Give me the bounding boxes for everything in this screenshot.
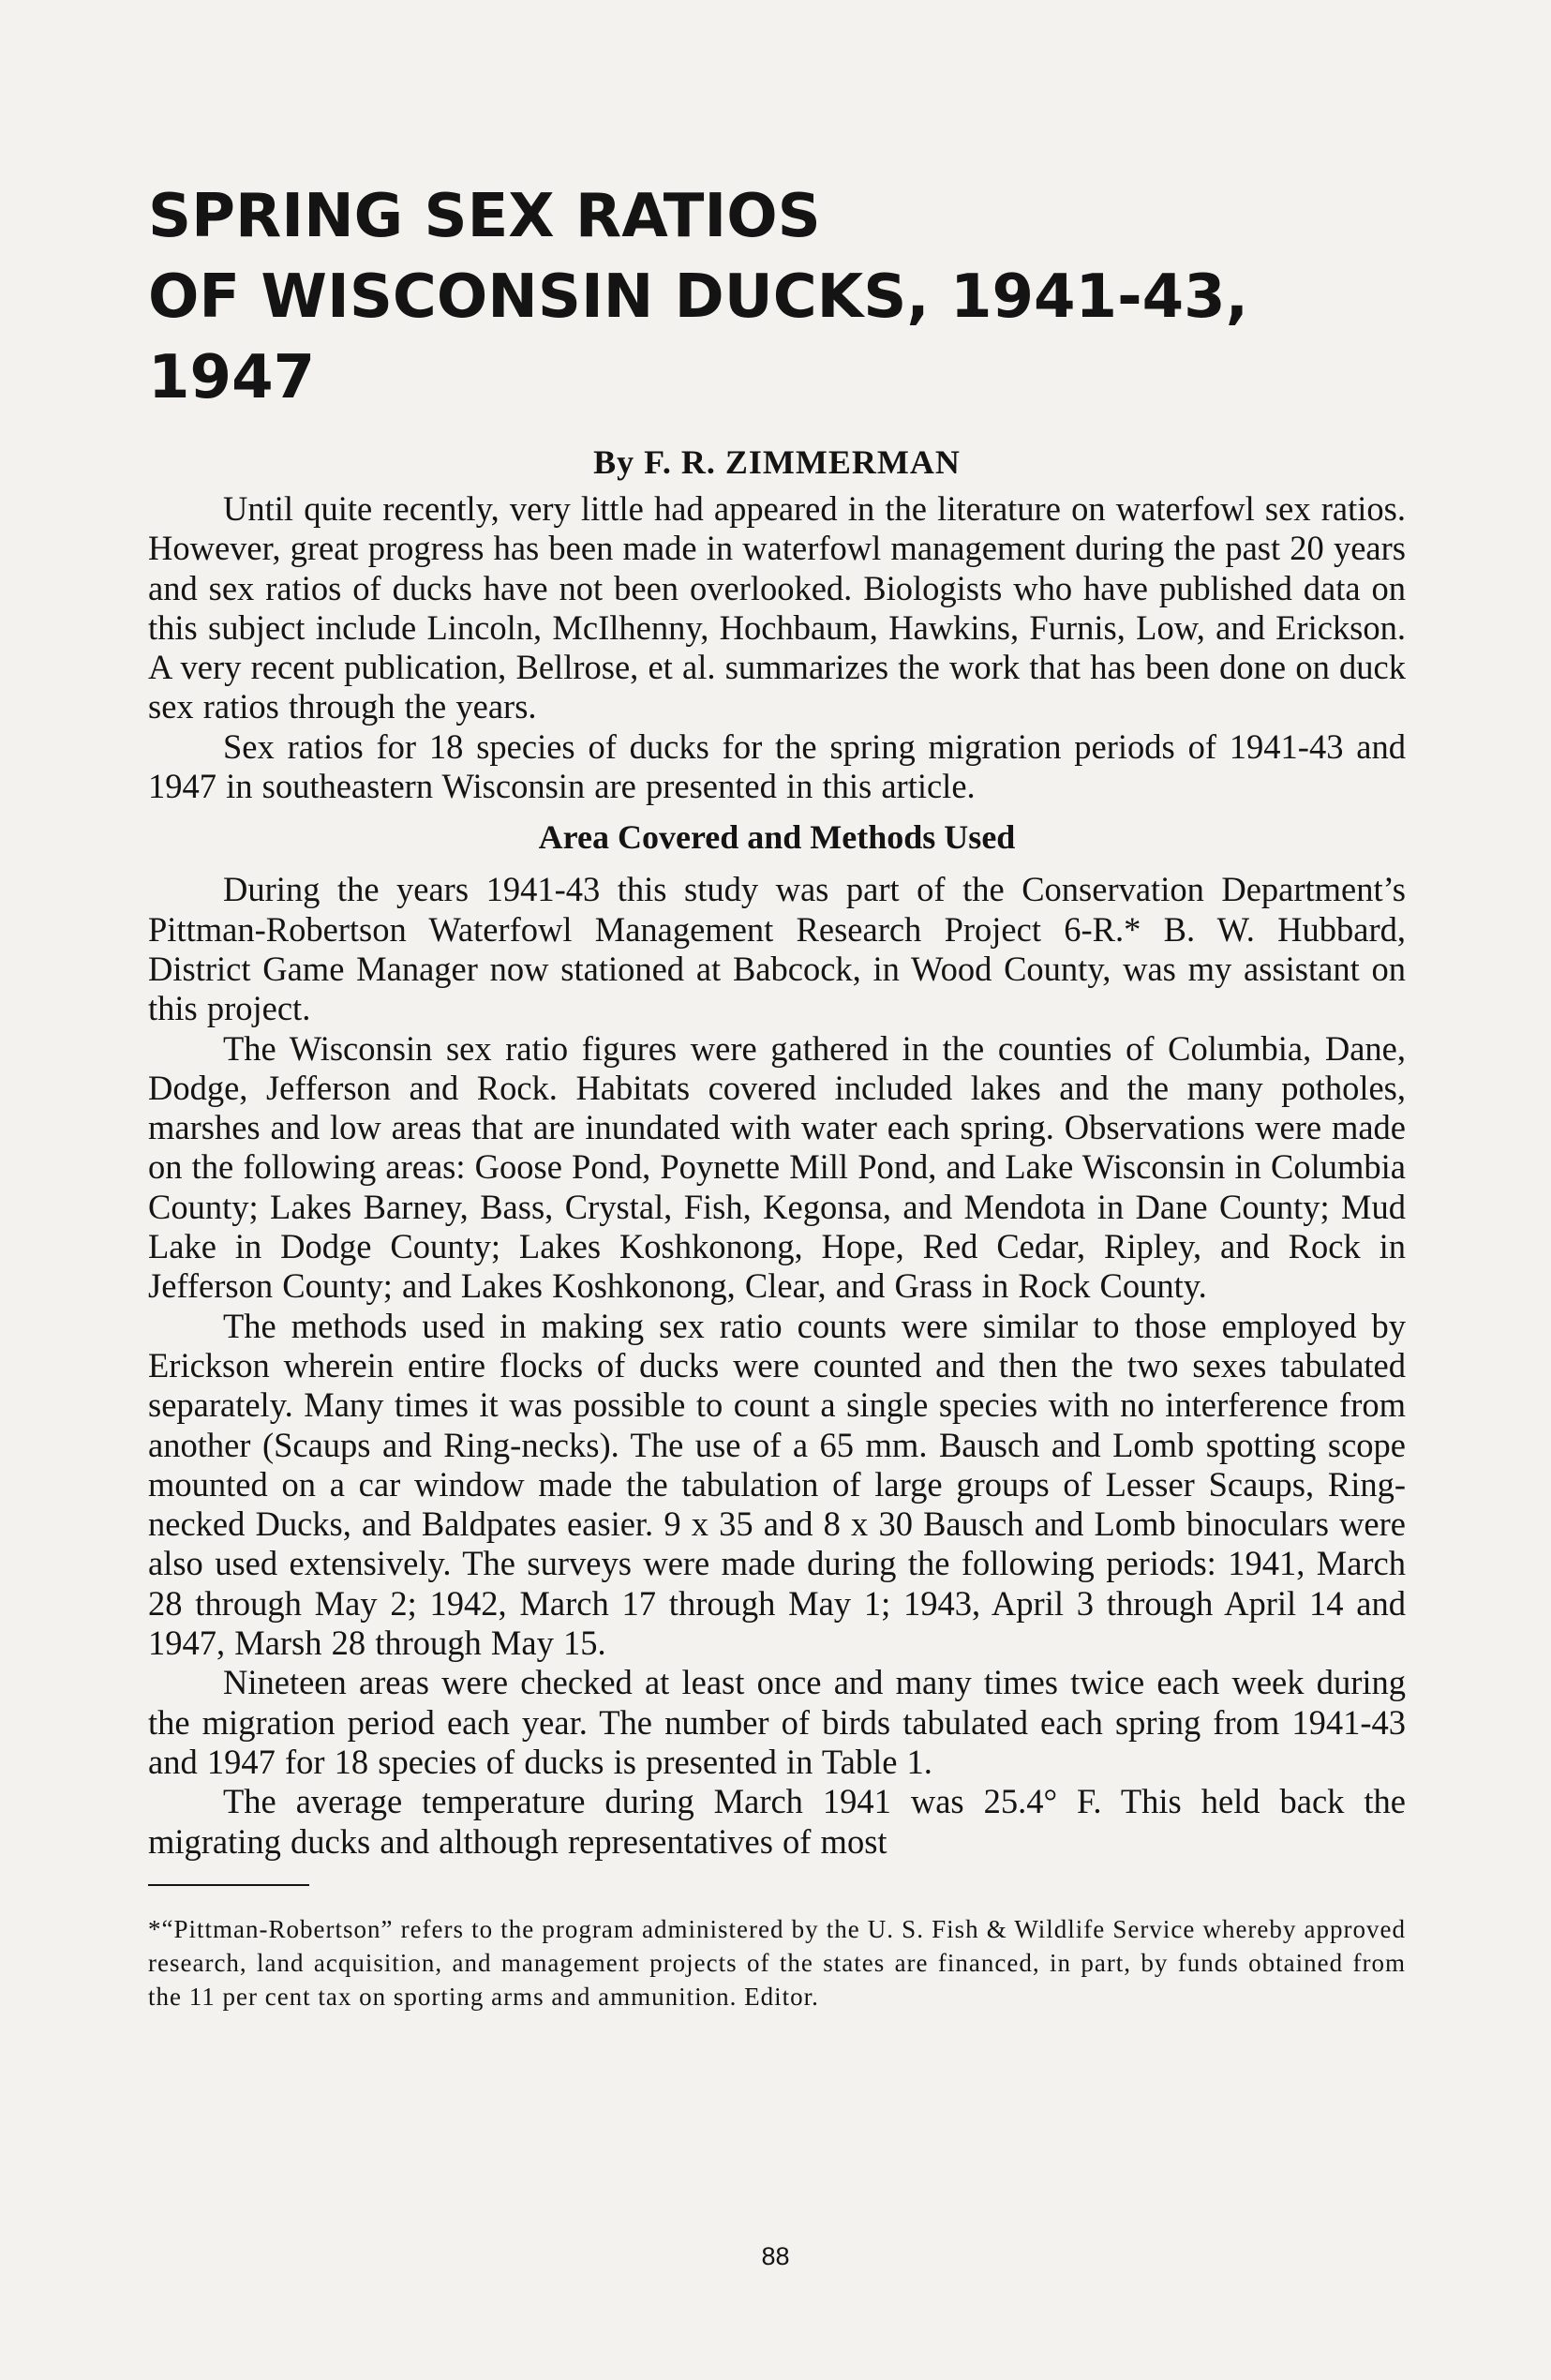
intro-paragraph-2: Sex ratios for 18 species of ducks for the spring migration periods of 1941-43 and 1947 in southeastern Wisconsin are presented in this article. [148,726,1406,806]
methods-paragraph-5: The average temperature during March 1941 was 25.4° F. This held back the migrating ducks and although representatives of most [148,1782,1406,1861]
footnote-divider [148,1884,309,1886]
footnote: *“Pittman-Robertson” refers to the program administered by the U. S. Fish & Wildlife Service whereby approved research, land acquisition, and management projects of the states are financed, in part, by funds obtained from the 11 per cent tax on sporting arms and ammunition. Editor. [148,1914,1406,2011]
author-byline: By F. R. ZIMMERMAN [593,443,961,481]
methods-paragraph-1: During the years 1941-43 this study was part of the Conservation Department’s Pittman-Robertson Waterfowl Management Research Project 6-R.* B. W. Hubbard, District Game Manager now stationed at Babcock, in Wood County, was my assistant on this project. [148,870,1406,1028]
article-title [148,176,1406,418]
article-title-line-1: SPRING SEX RATIOS [148,182,821,251]
page-number: 88 [761,2242,790,2270]
article-title-line-2: OF WISCONSIN DUCKS, 1941-43, 1947 [148,262,1248,412]
methods-paragraph-2: The Wisconsin sex ratio figures were gathered in the counties of Columbia, Dane, Dodge, Jefferson and Rock. Habitats covered included lakes and the many potholes, marshes and low areas that are inundated with water each spring. Observations were made on the following areas: Goose Pond, Poynette Mill Pond, and Lake Wisconsin in Columbia County; Lakes Barney, Bass, Crystal, Fish, Kegonsa, and Mendota in Dane County; Mud Lake in Dodge County; Lakes Koshkonong, Hope, Red Cedar, Ripley, and Rock in Jefferson County; and Lakes Koshkonong, Clear, and Grass in Rock County. [148,1028,1406,1306]
intro-paragraph-1: Until quite recently, very little had appeared in the literature on waterfowl sex ratios. However, great progress has been made in waterfowl management during the past 20 years and sex ratios of ducks have not been overlooked. Biologists who have published data on this subject include Lincoln, McIlhenny, Hochbaum, Hawkins, Furnis, Low, and Erickson. A very recent publication, Bellrose, et al. summarizes the work that has been done on duck sex ratios through the years. [148,489,1406,726]
section-heading: Area Covered and Methods Used [538,818,1016,857]
methods-paragraph-4: Nineteen areas were checked at least once and many times twice each week during the migration period each year. The number of birds tabulated each spring from 1941-43 and 1947 for 18 species of ducks is presented in Table 1. [148,1663,1406,1781]
methods-paragraph-3: The methods used in making sex ratio counts were similar to those employed by Erickson wherein entire flocks of ducks were counted and then the two sexes tabulated separately. Many times it was possible to count a single species with no interference from another (Scaups and Ring-necks). The use of a 65 mm. Bausch and Lomb spotting scope mounted on a car window made the tabulation of large groups of Lesser Scaups, Ring-necked Ducks, and Baldpates easier. 9 x 35 and 8 x 30 Bausch and Lomb binoculars were also used extensively. The surveys were made during the following periods: 1941, March 28 through May 2; 1942, March 17 through May 1; 1943, April 3 through April 14 and 1947, Marsh 28 through May 15. [148,1306,1406,1663]
article-page [148,176,1406,2013]
